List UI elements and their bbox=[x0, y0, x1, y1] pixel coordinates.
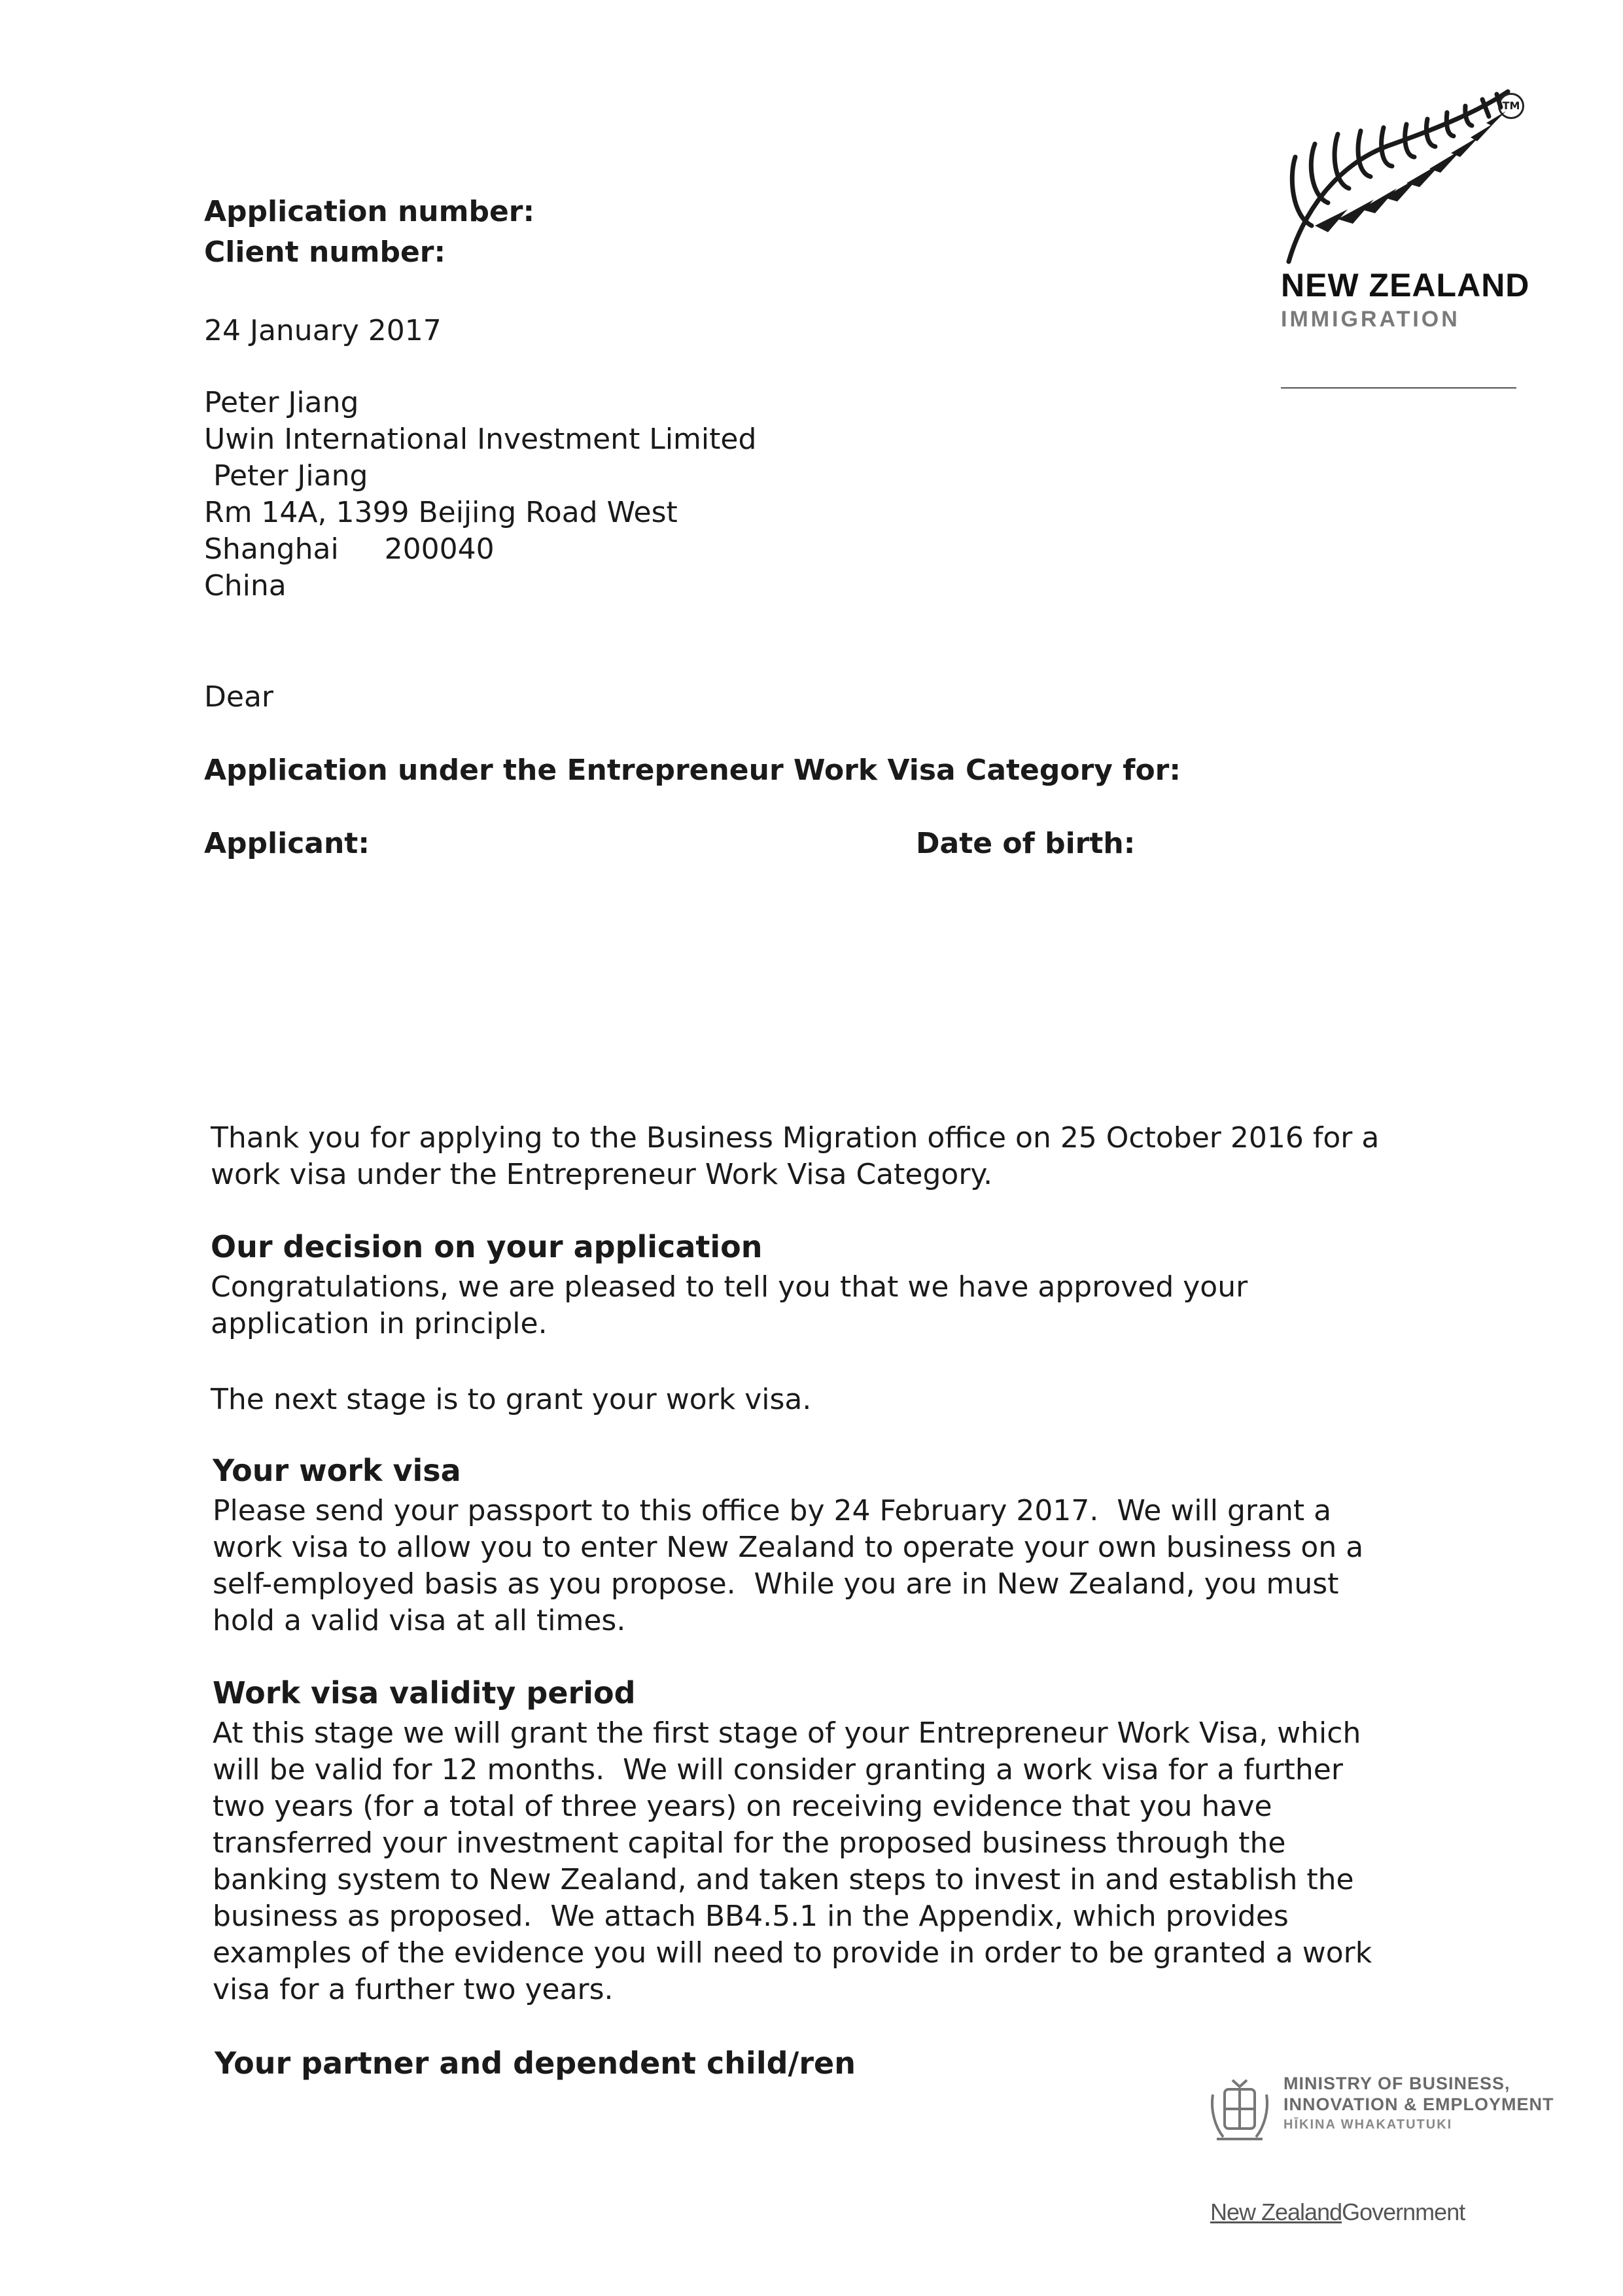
mbie-name-line-1: MINISTRY OF BUSINESS, bbox=[1283, 2074, 1510, 2093]
validity-paragraph bbox=[213, 1715, 1372, 2008]
paragraph-line: Please send your passport to this office by 24 February 2017. We will grant a bbox=[213, 1494, 1332, 1527]
decision-heading: Our decision on your application bbox=[211, 1229, 763, 1264]
govt-logo-part-1: New Zealand bbox=[1210, 2199, 1342, 2225]
paragraph-line: work visa under the Entrepreneur Work Visa Category. bbox=[211, 1158, 993, 1191]
validity-heading: Work visa validity period bbox=[213, 1675, 636, 1711]
fern-logo-icon bbox=[1276, 85, 1524, 268]
paragraph-line: will be valid for 12 months. We will consider granting a work visa for a further bbox=[213, 1753, 1343, 1786]
paragraph-line: self-employed basis as you propose. While you are in New Zealand, you must bbox=[213, 1567, 1339, 1601]
address-line: Rm 14A, 1399 Beijing Road West bbox=[204, 496, 678, 529]
paragraph-line: At this stage we will grant the first stage of your Entrepreneur Work Visa, which bbox=[213, 1716, 1361, 1750]
recipient-address bbox=[204, 385, 756, 604]
paragraph-line: two years (for a total of three years) on receiving evidence that you have bbox=[213, 1790, 1272, 1823]
paragraph-line: visa for a further two years. bbox=[213, 1973, 614, 2006]
logo-divider bbox=[1281, 387, 1516, 389]
date-of-birth-label: Date of birth: bbox=[916, 827, 1136, 860]
paragraph-line: hold a valid visa at all times. bbox=[213, 1604, 626, 1637]
paragraph-line: banking system to New Zealand, and taken steps to invest in and establish the bbox=[213, 1863, 1354, 1896]
address-line: Peter Jiang bbox=[204, 459, 368, 493]
next-stage-paragraph: The next stage is to grant your work visa. bbox=[211, 1383, 812, 1416]
govt-logo-part-2: Government bbox=[1342, 2199, 1465, 2225]
salutation: Dear bbox=[204, 680, 274, 714]
nz-government-logo bbox=[1210, 2198, 1465, 2227]
client-number-label: Client number: bbox=[204, 235, 446, 269]
paragraph-line: transferred your investment capital for the proposed business through the bbox=[213, 1826, 1286, 1860]
address-line: China bbox=[204, 569, 287, 602]
paragraph-line: examples of the evidence you will need to provide in order to be granted a work bbox=[213, 1936, 1372, 1970]
partner-heading: Your partner and dependent child/ren bbox=[215, 2045, 856, 2081]
paragraph-line: Thank you for applying to the Business Migration office on 25 October 2016 for a bbox=[211, 1121, 1380, 1155]
address-line: Uwin International Investment Limited bbox=[204, 423, 757, 456]
paragraph-line: work visa to allow you to enter New Zealand to operate your own business on a bbox=[213, 1531, 1364, 1564]
address-line: Peter Jiang bbox=[204, 386, 359, 419]
subject-line: Application under the Entrepreneur Work Visa Category for: bbox=[204, 754, 1181, 787]
intro-paragraph bbox=[211, 1120, 1379, 1193]
mbie-name-line-2: INNOVATION & EMPLOYMENT bbox=[1283, 2095, 1554, 2114]
address-line: Shanghai 200040 bbox=[204, 532, 495, 566]
applicant-label: Applicant: bbox=[204, 827, 370, 860]
letter-date: 24 January 2017 bbox=[204, 314, 442, 347]
application-number-label: Application number: bbox=[204, 195, 535, 228]
work-visa-paragraph bbox=[213, 1493, 1363, 1639]
decision-paragraph bbox=[211, 1269, 1248, 1342]
paragraph-line: business as proposed. We attach BB4.5.1 in the Appendix, which provides bbox=[213, 1900, 1289, 1933]
work-visa-heading: Your work visa bbox=[213, 1453, 461, 1488]
coat-of-arms-icon bbox=[1204, 2075, 1276, 2147]
paragraph-line: application in principle. bbox=[211, 1307, 548, 1340]
mbie-maori-name: HĪKINA WHAKATUTUKI bbox=[1283, 2117, 1453, 2132]
brand-title: NEW ZEALAND bbox=[1281, 267, 1530, 304]
trademark-icon: TM bbox=[1498, 93, 1524, 119]
brand-subtitle: IMMIGRATION bbox=[1281, 307, 1460, 332]
paragraph-line: Congratulations, we are pleased to tell you that we have approved your bbox=[211, 1270, 1248, 1304]
